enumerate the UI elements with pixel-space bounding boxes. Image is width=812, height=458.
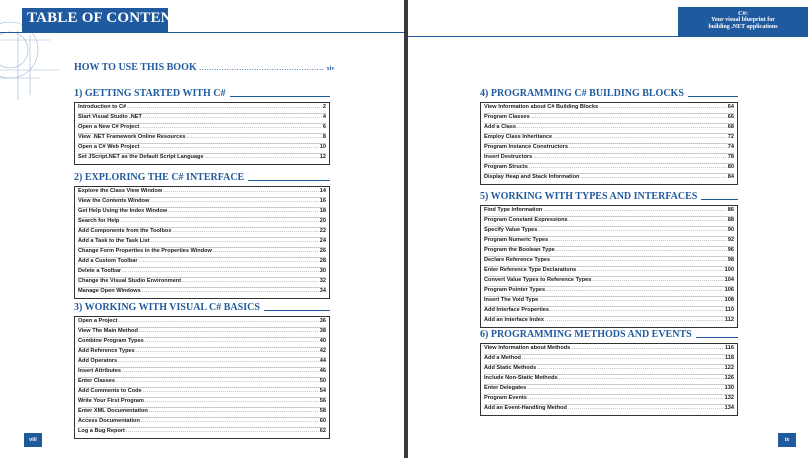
toc-entry[interactable]: Enter XML Documentation ..... 58 bbox=[78, 408, 326, 418]
toc-entry[interactable]: Insert Destructors ..... 78 bbox=[484, 154, 734, 164]
toc-entry[interactable]: View The Main Method ..... 38 bbox=[78, 328, 326, 338]
toc-entry[interactable]: View the Contents Window ..... 16 bbox=[78, 198, 326, 208]
toc-entry[interactable]: Add Components from the Toolbox ..... 22 bbox=[78, 228, 326, 238]
chapter-5 bbox=[480, 189, 738, 328]
toc-entry[interactable]: Change Form Properties in the Properties Window ..... 26 bbox=[78, 248, 326, 258]
chapter-entries bbox=[480, 343, 738, 416]
toc-entry[interactable]: Start Visual Studio .NET ..... 4 bbox=[78, 114, 326, 124]
toc-entry[interactable]: Program the Boolean Type ..... 96 bbox=[484, 247, 734, 257]
toc-entry[interactable]: Program Constant Expressions ..... 88 bbox=[484, 217, 734, 227]
toc-entry[interactable]: Program Classes ..... 66 bbox=[484, 114, 734, 124]
page-number: viii bbox=[24, 433, 42, 447]
toc-entry[interactable]: Enter Classes ..... 50 bbox=[78, 378, 326, 388]
book-title-banner: C#: Your visual blueprint for building .NET applications bbox=[678, 7, 808, 37]
header-rule bbox=[0, 32, 404, 33]
toc-entry[interactable]: Add an Interface Index ..... 112 bbox=[484, 317, 734, 327]
header-rule bbox=[408, 36, 678, 37]
toc-entry[interactable]: Include Non-Static Methods ..... 126 bbox=[484, 375, 734, 385]
chapter-title: 4) PROGRAMMING C# BUILDING BLOCKS bbox=[480, 88, 684, 99]
toc-entry[interactable]: Program Numeric Types ..... 92 bbox=[484, 237, 734, 247]
toc-entry[interactable]: Introduction to C# ..... 2 bbox=[78, 104, 326, 114]
chapter-title: 5) WORKING WITH TYPES AND INTERFACES bbox=[480, 191, 698, 202]
toc-entry[interactable]: Explore the Class View Window ..... 14 bbox=[78, 188, 326, 198]
toc-entry[interactable]: Add Operators ..... 44 bbox=[78, 358, 326, 368]
toc-entry[interactable]: Get Help Using the Index Window ..... 18 bbox=[78, 208, 326, 218]
toc-entry[interactable]: Delete a Toolbar ..... 30 bbox=[78, 268, 326, 278]
toc-entry[interactable]: Convert Value Types to Reference Types ..... 104 bbox=[484, 277, 734, 287]
toc-entry[interactable]: Add a Task to the Task List ..... 24 bbox=[78, 238, 326, 248]
toc-entry[interactable]: Add Static Methods ..... 122 bbox=[484, 365, 734, 375]
page-number: ix bbox=[778, 433, 796, 447]
chapter-entries bbox=[480, 205, 738, 328]
toc-entry[interactable]: Program Structs ..... 80 bbox=[484, 164, 734, 174]
toc-entry[interactable]: Program Events ..... 132 bbox=[484, 395, 734, 405]
toc-entry[interactable]: Display Heap and Stack Information ..... 84 bbox=[484, 174, 734, 184]
chapter-entries bbox=[74, 186, 330, 299]
toc-entry[interactable]: Write Your First Program ..... 56 bbox=[78, 398, 326, 408]
toc-entry[interactable]: Insert Attributes ..... 46 bbox=[78, 368, 326, 378]
toc-entry[interactable]: Access Documentation ..... 60 bbox=[78, 418, 326, 428]
right-page bbox=[408, 0, 812, 458]
toc-entry[interactable]: Manage Open Windows ..... 34 bbox=[78, 288, 326, 298]
chapter-2 bbox=[74, 170, 330, 299]
toc-entry[interactable]: Employ Class Inheritance ..... 72 bbox=[484, 134, 734, 144]
chapter-entries bbox=[480, 102, 738, 185]
toc-entry[interactable]: Declare Reference Types ..... 98 bbox=[484, 257, 734, 267]
toc-entry[interactable]: Add a Custom Toolbar ..... 28 bbox=[78, 258, 326, 268]
toc-entry[interactable]: Open a C# Web Project ..... 10 bbox=[78, 144, 326, 154]
chapter-title: 6) PROGRAMMING METHODS AND EVENTS bbox=[480, 329, 692, 340]
how-to-use-entry[interactable]: HOW TO USE THIS BOOK .................................................. xiv bbox=[74, 62, 335, 73]
toc-entry[interactable]: Insert The Void Type ..... 108 bbox=[484, 297, 734, 307]
toc-entry[interactable]: Add a Class ..... 68 bbox=[484, 124, 734, 134]
toc-entry[interactable]: View Information about Methods ..... 116 bbox=[484, 345, 734, 355]
how-to-use-title: HOW TO USE THIS BOOK bbox=[74, 62, 197, 73]
toc-entry[interactable]: Combine Program Types ..... 40 bbox=[78, 338, 326, 348]
toc-entry[interactable]: Log a Bug Report ..... 62 bbox=[78, 428, 326, 438]
how-to-use-page: xiv bbox=[326, 66, 335, 72]
toc-entry[interactable]: Program Pointer Types ..... 106 bbox=[484, 287, 734, 297]
chapter-title: 1) GETTING STARTED WITH C# bbox=[74, 88, 226, 99]
chapter-3 bbox=[74, 300, 330, 439]
toc-entry[interactable]: Find Type Information ..... 86 bbox=[484, 207, 734, 217]
toc-entry[interactable]: Enter Delegates ..... 130 bbox=[484, 385, 734, 395]
left-page bbox=[0, 0, 404, 458]
toc-entry[interactable]: Add a Method ..... 118 bbox=[484, 355, 734, 365]
chapter-title: 3) WORKING WITH VISUAL C# BASICS bbox=[74, 302, 260, 313]
toc-entry[interactable]: Program Instance Constructors ..... 74 bbox=[484, 144, 734, 154]
toc-entry[interactable]: Add Reference Types ..... 42 bbox=[78, 348, 326, 358]
chapter-title: 2) EXPLORING THE C# INTERFACE bbox=[74, 172, 245, 183]
toc-entry[interactable]: View .NET Framework Online Resources ..... 8 bbox=[78, 134, 326, 144]
toc-entry[interactable]: Search for Help ..... 20 bbox=[78, 218, 326, 228]
toc-entry[interactable]: Open a New C# Project ..... 6 bbox=[78, 124, 326, 134]
chapter-4 bbox=[480, 86, 738, 185]
toc-entry[interactable]: Open a Project ..... 36 bbox=[78, 318, 326, 328]
chapter-entries bbox=[74, 102, 330, 165]
toc-entry[interactable]: Specify Value Types ..... 90 bbox=[484, 227, 734, 237]
chapter-1 bbox=[74, 86, 330, 165]
toc-entry[interactable]: Set JScript.NET as the Default Script Language ..... 12 bbox=[78, 154, 326, 164]
toc-entry[interactable]: Add Interface Properties ..... 110 bbox=[484, 307, 734, 317]
toc-entry[interactable]: Change the Visual Studio Environment ..... 32 bbox=[78, 278, 326, 288]
toc-entry[interactable]: Enter Reference Type Declarations ..... 100 bbox=[484, 267, 734, 277]
toc-entry[interactable]: Add Comments to Code ..... 54 bbox=[78, 388, 326, 398]
toc-entry[interactable]: View Information about C# Building Blocks ..... 64 bbox=[484, 104, 734, 114]
chapter-entries bbox=[74, 316, 330, 439]
page-title: TABLE OF CONTENTS bbox=[27, 10, 191, 26]
toc-entry[interactable]: Add an Event-Handling Method ..... 134 bbox=[484, 405, 734, 415]
chapter-6 bbox=[480, 327, 738, 416]
